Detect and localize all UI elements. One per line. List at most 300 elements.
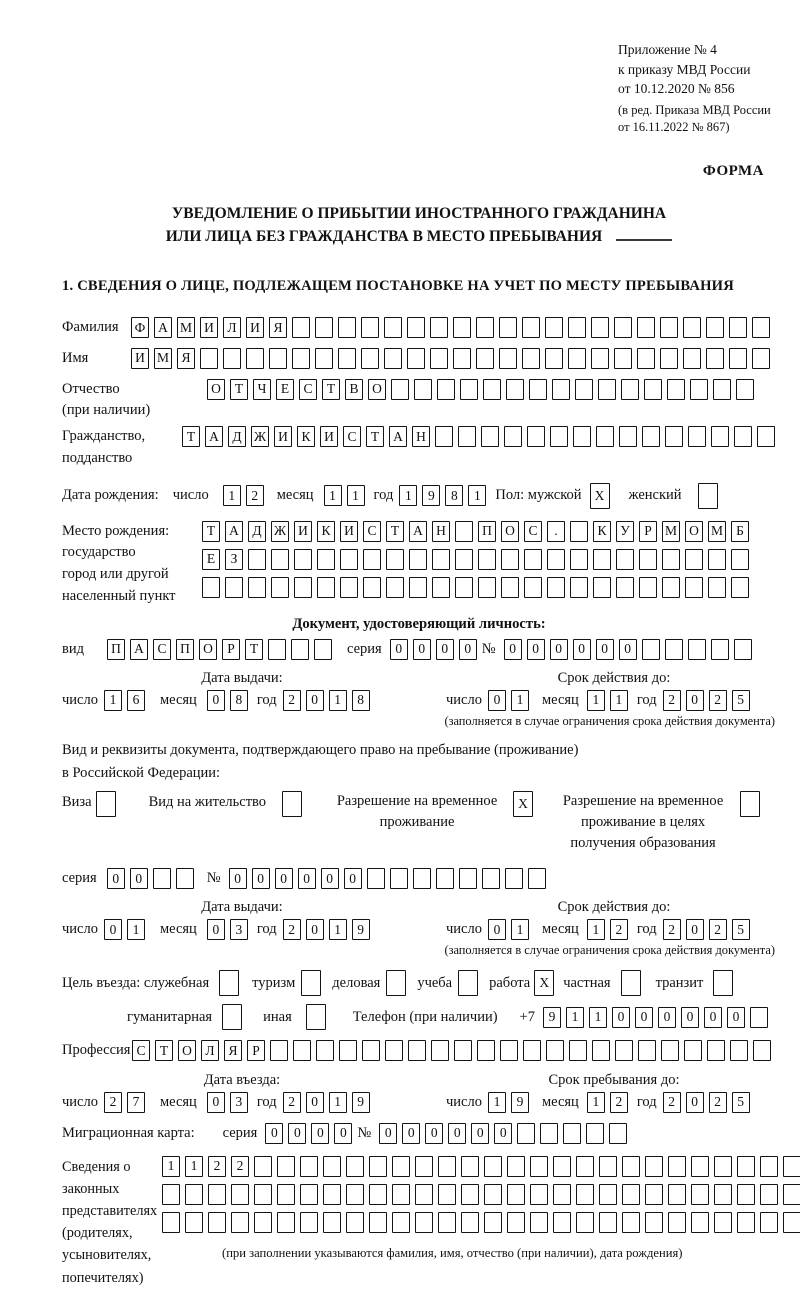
char-box[interactable] bbox=[527, 426, 545, 447]
char-box[interactable] bbox=[553, 1184, 571, 1205]
char-box[interactable] bbox=[683, 348, 701, 369]
char-box[interactable]: 0 bbox=[471, 1123, 489, 1144]
char-box[interactable] bbox=[529, 379, 547, 400]
char-box[interactable]: 0 bbox=[619, 639, 637, 660]
char-box[interactable]: И bbox=[200, 317, 218, 338]
char-box[interactable] bbox=[616, 577, 634, 598]
char-box[interactable] bbox=[553, 1156, 571, 1177]
char-box[interactable] bbox=[662, 577, 680, 598]
char-box[interactable] bbox=[269, 348, 287, 369]
char-box[interactable]: 5 bbox=[732, 690, 750, 711]
char-box[interactable]: 0 bbox=[727, 1007, 745, 1028]
char-box[interactable] bbox=[706, 317, 724, 338]
char-box[interactable] bbox=[300, 1212, 318, 1233]
char-box[interactable]: О bbox=[685, 521, 703, 542]
char-box[interactable] bbox=[435, 426, 453, 447]
char-box[interactable]: 8 bbox=[445, 485, 463, 506]
char-box[interactable] bbox=[317, 577, 335, 598]
char-box[interactable] bbox=[282, 791, 302, 817]
char-box[interactable] bbox=[614, 348, 632, 369]
char-box[interactable]: О bbox=[368, 379, 386, 400]
char-box[interactable] bbox=[734, 639, 752, 660]
char-box[interactable] bbox=[314, 639, 332, 660]
char-box[interactable] bbox=[619, 426, 637, 447]
char-box[interactable]: 1 bbox=[185, 1156, 203, 1177]
char-box[interactable] bbox=[323, 1156, 341, 1177]
char-box[interactable]: 0 bbox=[298, 868, 316, 889]
char-box[interactable] bbox=[339, 1040, 357, 1061]
char-box[interactable] bbox=[546, 1040, 564, 1061]
char-box[interactable] bbox=[683, 317, 701, 338]
char-box[interactable] bbox=[507, 1212, 525, 1233]
char-box[interactable]: 1 bbox=[347, 485, 365, 506]
char-box[interactable]: Ж bbox=[251, 426, 269, 447]
char-box[interactable]: 0 bbox=[344, 868, 362, 889]
char-box[interactable]: 1 bbox=[468, 485, 486, 506]
char-box[interactable] bbox=[552, 379, 570, 400]
char-box[interactable] bbox=[622, 1184, 640, 1205]
char-box[interactable]: С bbox=[132, 1040, 150, 1061]
char-box[interactable] bbox=[409, 577, 427, 598]
char-box[interactable]: З bbox=[225, 549, 243, 570]
char-box[interactable] bbox=[638, 1040, 656, 1061]
char-box[interactable]: У bbox=[616, 521, 634, 542]
char-box[interactable] bbox=[222, 1004, 242, 1030]
char-box[interactable]: 0 bbox=[612, 1007, 630, 1028]
char-box[interactable] bbox=[407, 348, 425, 369]
char-box[interactable]: 1 bbox=[587, 690, 605, 711]
char-box[interactable] bbox=[760, 1212, 778, 1233]
char-box[interactable] bbox=[407, 317, 425, 338]
char-box[interactable]: 0 bbox=[334, 1123, 352, 1144]
char-box[interactable]: И bbox=[246, 317, 264, 338]
char-box[interactable] bbox=[591, 317, 609, 338]
char-box[interactable] bbox=[540, 1123, 558, 1144]
char-box[interactable] bbox=[415, 1212, 433, 1233]
char-box[interactable] bbox=[476, 317, 494, 338]
char-box[interactable] bbox=[271, 577, 289, 598]
char-box[interactable]: 6 bbox=[127, 690, 145, 711]
char-box[interactable] bbox=[740, 791, 760, 817]
char-box[interactable] bbox=[737, 1212, 755, 1233]
char-box[interactable]: К bbox=[593, 521, 611, 542]
char-box[interactable] bbox=[414, 379, 432, 400]
char-box[interactable] bbox=[684, 1040, 702, 1061]
char-box[interactable] bbox=[340, 577, 358, 598]
char-box[interactable]: В bbox=[345, 379, 363, 400]
char-box[interactable] bbox=[685, 577, 703, 598]
char-box[interactable] bbox=[369, 1156, 387, 1177]
char-box[interactable] bbox=[390, 868, 408, 889]
char-box[interactable]: 0 bbox=[379, 1123, 397, 1144]
char-box[interactable] bbox=[499, 317, 517, 338]
char-box[interactable]: 1 bbox=[566, 1007, 584, 1028]
char-box[interactable]: 0 bbox=[550, 639, 568, 660]
char-box[interactable] bbox=[550, 426, 568, 447]
char-box[interactable]: 0 bbox=[504, 639, 522, 660]
char-box[interactable] bbox=[757, 426, 775, 447]
char-box[interactable]: 0 bbox=[306, 690, 324, 711]
char-box[interactable] bbox=[545, 348, 563, 369]
char-box[interactable] bbox=[153, 868, 171, 889]
char-box[interactable]: 1 bbox=[127, 919, 145, 940]
char-box[interactable]: Т bbox=[322, 379, 340, 400]
char-box[interactable] bbox=[176, 868, 194, 889]
char-box[interactable]: 2 bbox=[709, 919, 727, 940]
char-box[interactable]: А bbox=[205, 426, 223, 447]
char-box[interactable] bbox=[547, 577, 565, 598]
char-box[interactable]: П bbox=[176, 639, 194, 660]
char-box[interactable] bbox=[430, 317, 448, 338]
char-box[interactable] bbox=[563, 1123, 581, 1144]
char-box[interactable]: 7 bbox=[127, 1092, 145, 1113]
char-box[interactable]: 5 bbox=[732, 919, 750, 940]
char-box[interactable] bbox=[231, 1212, 249, 1233]
char-box[interactable] bbox=[292, 317, 310, 338]
char-box[interactable] bbox=[300, 1184, 318, 1205]
char-box[interactable] bbox=[616, 549, 634, 570]
char-box[interactable] bbox=[293, 1040, 311, 1061]
char-box[interactable]: П bbox=[107, 639, 125, 660]
char-box[interactable] bbox=[668, 1156, 686, 1177]
char-box[interactable]: Е bbox=[202, 549, 220, 570]
char-box[interactable] bbox=[277, 1156, 295, 1177]
char-box[interactable]: 9 bbox=[352, 919, 370, 940]
char-box[interactable] bbox=[455, 521, 473, 542]
char-box[interactable] bbox=[499, 348, 517, 369]
char-box[interactable]: 0 bbox=[104, 919, 122, 940]
char-box[interactable]: С bbox=[343, 426, 361, 447]
char-box[interactable]: М bbox=[177, 317, 195, 338]
char-box[interactable] bbox=[530, 1184, 548, 1205]
char-box[interactable] bbox=[254, 1212, 272, 1233]
char-box[interactable] bbox=[622, 1212, 640, 1233]
char-box[interactable] bbox=[621, 970, 641, 996]
char-box[interactable]: 0 bbox=[573, 639, 591, 660]
char-box[interactable] bbox=[413, 868, 431, 889]
char-box[interactable]: 1 bbox=[511, 919, 529, 940]
char-box[interactable] bbox=[363, 549, 381, 570]
char-box[interactable] bbox=[477, 1040, 495, 1061]
char-box[interactable] bbox=[737, 1184, 755, 1205]
char-box[interactable] bbox=[277, 1212, 295, 1233]
char-box[interactable]: 0 bbox=[402, 1123, 420, 1144]
char-box[interactable] bbox=[598, 379, 616, 400]
char-box[interactable] bbox=[576, 1212, 594, 1233]
purpose-business-checkbox[interactable] bbox=[386, 970, 411, 996]
char-box[interactable]: И bbox=[131, 348, 149, 369]
char-box[interactable] bbox=[438, 1156, 456, 1177]
sex-male-checkbox[interactable] bbox=[590, 483, 615, 509]
char-box[interactable] bbox=[476, 348, 494, 369]
char-box[interactable]: 9 bbox=[511, 1092, 529, 1113]
char-box[interactable] bbox=[622, 1156, 640, 1177]
char-box[interactable] bbox=[599, 1212, 617, 1233]
char-box[interactable] bbox=[483, 379, 501, 400]
char-box[interactable]: Ф bbox=[131, 317, 149, 338]
char-box[interactable]: М bbox=[708, 521, 726, 542]
char-box[interactable]: 0 bbox=[425, 1123, 443, 1144]
char-box[interactable] bbox=[645, 1156, 663, 1177]
char-box[interactable]: 0 bbox=[436, 639, 454, 660]
char-box[interactable] bbox=[301, 970, 321, 996]
char-box[interactable]: О bbox=[207, 379, 225, 400]
char-box[interactable] bbox=[392, 1156, 410, 1177]
char-box[interactable] bbox=[592, 1040, 610, 1061]
char-box[interactable]: 1 bbox=[589, 1007, 607, 1028]
char-box[interactable] bbox=[667, 379, 685, 400]
char-box[interactable]: 9 bbox=[422, 485, 440, 506]
purpose-humanitarian-checkbox[interactable] bbox=[222, 1004, 247, 1030]
char-box[interactable] bbox=[363, 577, 381, 598]
char-box[interactable] bbox=[478, 577, 496, 598]
char-box[interactable] bbox=[270, 1040, 288, 1061]
char-box[interactable] bbox=[409, 549, 427, 570]
char-box[interactable] bbox=[708, 577, 726, 598]
char-box[interactable] bbox=[202, 577, 220, 598]
char-box[interactable] bbox=[645, 1184, 663, 1205]
char-box[interactable] bbox=[460, 379, 478, 400]
purpose-official-checkbox[interactable] bbox=[219, 970, 244, 996]
char-box[interactable] bbox=[573, 426, 591, 447]
char-box[interactable] bbox=[713, 970, 733, 996]
char-box[interactable]: 0 bbox=[686, 919, 704, 940]
char-box[interactable]: Б bbox=[731, 521, 749, 542]
char-box[interactable] bbox=[223, 348, 241, 369]
char-box[interactable] bbox=[484, 1212, 502, 1233]
char-box[interactable] bbox=[642, 426, 660, 447]
char-box[interactable] bbox=[500, 1040, 518, 1061]
char-box[interactable]: 0 bbox=[686, 690, 704, 711]
char-box[interactable] bbox=[642, 639, 660, 660]
char-box[interactable]: 1 bbox=[324, 485, 342, 506]
purpose-private-checkbox[interactable] bbox=[621, 970, 646, 996]
char-box[interactable] bbox=[391, 379, 409, 400]
temp-residence-checkbox[interactable] bbox=[513, 791, 538, 817]
char-box[interactable] bbox=[547, 549, 565, 570]
char-box[interactable]: 1 bbox=[587, 1092, 605, 1113]
char-box[interactable]: 0 bbox=[635, 1007, 653, 1028]
char-box[interactable]: 2 bbox=[709, 1092, 727, 1113]
char-box[interactable]: . bbox=[547, 521, 565, 542]
char-box[interactable] bbox=[685, 549, 703, 570]
char-box[interactable] bbox=[219, 970, 239, 996]
char-box[interactable] bbox=[453, 348, 471, 369]
char-box[interactable]: 1 bbox=[329, 919, 347, 940]
char-box[interactable]: 0 bbox=[265, 1123, 283, 1144]
char-box[interactable] bbox=[570, 577, 588, 598]
char-box[interactable]: О bbox=[199, 639, 217, 660]
char-box[interactable] bbox=[484, 1184, 502, 1205]
char-box[interactable] bbox=[731, 549, 749, 570]
char-box[interactable] bbox=[730, 1040, 748, 1061]
char-box[interactable] bbox=[688, 426, 706, 447]
char-box[interactable] bbox=[455, 577, 473, 598]
char-box[interactable] bbox=[711, 639, 729, 660]
char-box[interactable]: Т bbox=[245, 639, 263, 660]
char-box[interactable] bbox=[323, 1212, 341, 1233]
char-box[interactable] bbox=[569, 1040, 587, 1061]
char-box[interactable]: 2 bbox=[283, 1092, 301, 1113]
char-box[interactable]: М bbox=[662, 521, 680, 542]
char-box[interactable]: 3 bbox=[230, 1092, 248, 1113]
char-box[interactable] bbox=[575, 379, 593, 400]
char-box[interactable]: 2 bbox=[104, 1092, 122, 1113]
purpose-tourism-checkbox[interactable] bbox=[301, 970, 326, 996]
char-box[interactable]: С bbox=[153, 639, 171, 660]
char-box[interactable] bbox=[346, 1212, 364, 1233]
char-box[interactable] bbox=[615, 1040, 633, 1061]
char-box[interactable]: Я bbox=[269, 317, 287, 338]
char-box[interactable] bbox=[454, 1040, 472, 1061]
char-box[interactable]: И bbox=[340, 521, 358, 542]
char-box[interactable] bbox=[323, 1184, 341, 1205]
char-box[interactable] bbox=[386, 549, 404, 570]
purpose-other-checkbox[interactable] bbox=[306, 1004, 331, 1030]
char-box[interactable]: С bbox=[299, 379, 317, 400]
char-box[interactable] bbox=[660, 348, 678, 369]
char-box[interactable] bbox=[185, 1184, 203, 1205]
char-box[interactable]: Т bbox=[182, 426, 200, 447]
char-box[interactable] bbox=[665, 426, 683, 447]
char-box[interactable]: А bbox=[409, 521, 427, 542]
char-box[interactable] bbox=[760, 1156, 778, 1177]
char-box[interactable] bbox=[524, 577, 542, 598]
char-box[interactable] bbox=[338, 317, 356, 338]
char-box[interactable] bbox=[593, 549, 611, 570]
char-box[interactable] bbox=[246, 348, 264, 369]
char-box[interactable] bbox=[386, 577, 404, 598]
char-box[interactable] bbox=[528, 868, 546, 889]
char-box[interactable] bbox=[506, 379, 524, 400]
char-box[interactable] bbox=[714, 1156, 732, 1177]
char-box[interactable] bbox=[461, 1212, 479, 1233]
char-box[interactable] bbox=[644, 379, 662, 400]
char-box[interactable] bbox=[300, 1156, 318, 1177]
char-box[interactable]: 0 bbox=[321, 868, 339, 889]
char-box[interactable] bbox=[294, 549, 312, 570]
char-box[interactable] bbox=[432, 577, 450, 598]
char-box[interactable] bbox=[292, 348, 310, 369]
char-box[interactable] bbox=[706, 348, 724, 369]
char-box[interactable]: 0 bbox=[681, 1007, 699, 1028]
char-box[interactable]: А bbox=[389, 426, 407, 447]
char-box[interactable]: 2 bbox=[231, 1156, 249, 1177]
char-box[interactable] bbox=[208, 1184, 226, 1205]
char-box[interactable]: 5 bbox=[732, 1092, 750, 1113]
char-box[interactable] bbox=[458, 426, 476, 447]
char-box[interactable]: А bbox=[130, 639, 148, 660]
char-box[interactable] bbox=[415, 1156, 433, 1177]
char-box[interactable] bbox=[461, 1184, 479, 1205]
char-box[interactable] bbox=[386, 970, 406, 996]
char-box[interactable] bbox=[522, 317, 540, 338]
char-box[interactable] bbox=[458, 970, 478, 996]
char-box[interactable] bbox=[698, 483, 718, 509]
char-box[interactable] bbox=[691, 1184, 709, 1205]
char-box[interactable] bbox=[668, 1184, 686, 1205]
char-box[interactable]: О bbox=[178, 1040, 196, 1061]
char-box[interactable] bbox=[662, 549, 680, 570]
char-box[interactable] bbox=[200, 348, 218, 369]
char-box[interactable] bbox=[505, 868, 523, 889]
char-box[interactable] bbox=[752, 317, 770, 338]
char-box[interactable] bbox=[637, 348, 655, 369]
char-box[interactable]: 0 bbox=[107, 868, 125, 889]
char-box[interactable]: 9 bbox=[543, 1007, 561, 1028]
char-box[interactable]: 1 bbox=[162, 1156, 180, 1177]
char-box[interactable]: Е bbox=[276, 379, 294, 400]
char-box[interactable]: 1 bbox=[329, 1092, 347, 1113]
char-box[interactable] bbox=[737, 1156, 755, 1177]
char-box[interactable]: 8 bbox=[230, 690, 248, 711]
residence-permit-checkbox[interactable] bbox=[282, 791, 307, 817]
char-box[interactable]: X bbox=[534, 970, 554, 996]
char-box[interactable] bbox=[504, 426, 522, 447]
char-box[interactable]: 0 bbox=[488, 690, 506, 711]
char-box[interactable] bbox=[294, 577, 312, 598]
char-box[interactable]: 0 bbox=[658, 1007, 676, 1028]
char-box[interactable] bbox=[392, 1212, 410, 1233]
char-box[interactable]: 2 bbox=[663, 690, 681, 711]
char-box[interactable] bbox=[316, 1040, 334, 1061]
temp-residence-education-checkbox[interactable] bbox=[740, 791, 765, 817]
char-box[interactable]: Р bbox=[247, 1040, 265, 1061]
char-box[interactable]: К bbox=[317, 521, 335, 542]
char-box[interactable]: А bbox=[154, 317, 172, 338]
char-box[interactable]: 0 bbox=[252, 868, 270, 889]
char-box[interactable] bbox=[268, 639, 286, 660]
char-box[interactable] bbox=[478, 549, 496, 570]
char-box[interactable] bbox=[361, 348, 379, 369]
char-box[interactable]: 0 bbox=[130, 868, 148, 889]
char-box[interactable] bbox=[639, 549, 657, 570]
char-box[interactable] bbox=[185, 1212, 203, 1233]
char-box[interactable]: 0 bbox=[288, 1123, 306, 1144]
char-box[interactable] bbox=[315, 348, 333, 369]
char-box[interactable]: 0 bbox=[686, 1092, 704, 1113]
char-box[interactable]: 0 bbox=[448, 1123, 466, 1144]
char-box[interactable]: 1 bbox=[223, 485, 241, 506]
char-box[interactable] bbox=[707, 1040, 725, 1061]
char-box[interactable] bbox=[614, 317, 632, 338]
char-box[interactable] bbox=[430, 348, 448, 369]
char-box[interactable]: П bbox=[478, 521, 496, 542]
char-box[interactable]: М bbox=[154, 348, 172, 369]
char-box[interactable]: 1 bbox=[488, 1092, 506, 1113]
char-box[interactable] bbox=[736, 379, 754, 400]
char-box[interactable]: 2 bbox=[663, 919, 681, 940]
char-box[interactable] bbox=[369, 1212, 387, 1233]
char-box[interactable] bbox=[576, 1184, 594, 1205]
char-box[interactable]: Т bbox=[366, 426, 384, 447]
char-box[interactable]: 2 bbox=[610, 1092, 628, 1113]
char-box[interactable] bbox=[248, 549, 266, 570]
char-box[interactable] bbox=[570, 521, 588, 542]
char-box[interactable] bbox=[291, 639, 309, 660]
char-box[interactable] bbox=[384, 348, 402, 369]
char-box[interactable] bbox=[522, 348, 540, 369]
char-box[interactable] bbox=[530, 1212, 548, 1233]
char-box[interactable] bbox=[338, 348, 356, 369]
visa-checkbox[interactable] bbox=[96, 791, 121, 817]
purpose-work-checkbox[interactable] bbox=[534, 970, 559, 996]
char-box[interactable] bbox=[346, 1156, 364, 1177]
char-box[interactable]: 3 bbox=[230, 919, 248, 940]
char-box[interactable]: 0 bbox=[207, 1092, 225, 1113]
char-box[interactable] bbox=[96, 791, 116, 817]
char-box[interactable]: Р bbox=[639, 521, 657, 542]
